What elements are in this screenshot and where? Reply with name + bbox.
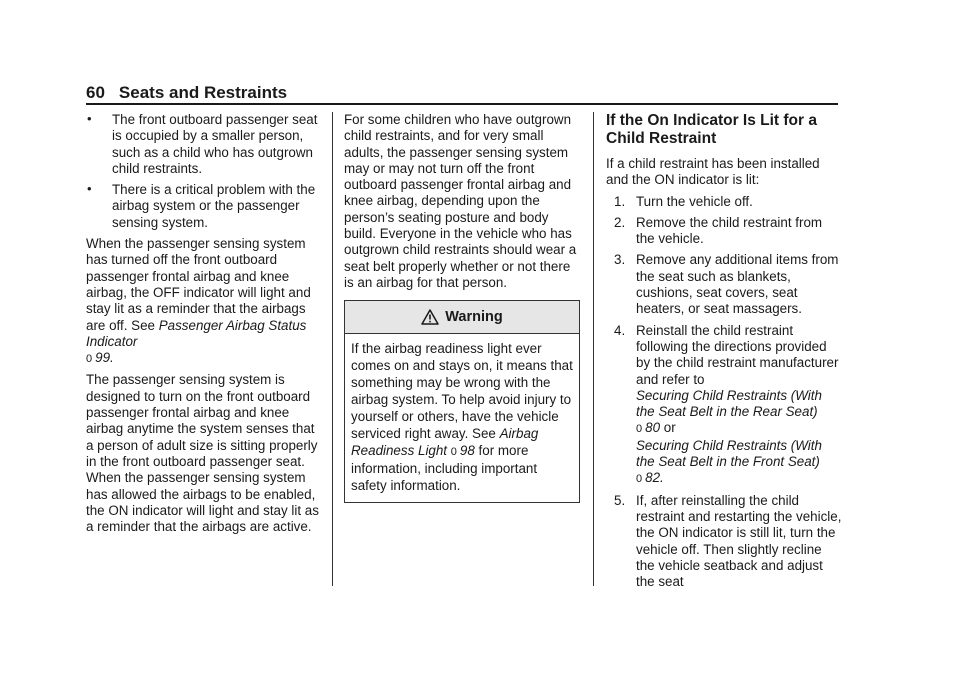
page-arrow-icon: 0 [636, 473, 643, 486]
intro-paragraph: If a child restraint has been installed and the ON indicator is lit: [606, 156, 820, 188]
page-header [86, 83, 287, 103]
list-item [606, 323, 842, 488]
header-rule [86, 103, 838, 105]
column-2 [344, 112, 580, 503]
cross-reference-link[interactable]: Airbag Readiness Light [351, 425, 539, 458]
bullet-text: The front outboard passenger seat is occupied by a smaller person, such as a child who has outgrown child restraints. [112, 112, 318, 176]
page-reference[interactable]: 98 [459, 442, 475, 458]
or-text: or [663, 420, 676, 436]
step-text: If, after reinstalling the child restraint and restarting the vehicle, the ON indicator is still lit, turn the vehicle off. Then slightly recline the vehicle seatback and adjust the seat [636, 492, 842, 590]
page-arrow-icon: 0 [636, 423, 643, 436]
page-reference[interactable]: 82. [645, 470, 664, 486]
paragraph-text: When the passenger sensing system has turned off the front outboard passenger frontal airbag and knee airbag, the OFF indicator will light and stay lit as a reminder that the airbags are off. See [86, 236, 311, 333]
warning-text-tail: for more information, including important safety information. [351, 442, 538, 493]
warning-box [344, 300, 580, 503]
step-number: 2. [614, 214, 626, 230]
page-arrow-icon: 0 [86, 353, 93, 366]
page-arrow-icon: 0 [450, 445, 457, 458]
cross-reference-link[interactable]: Securing Child Restraints (With the Seat Belt in the Rear Seat) [636, 387, 822, 420]
paragraph [86, 236, 320, 367]
step-text: Remove any additional items from the seat such as blankets, cushions, seat covers, seat heaters, or seat massagers. [636, 252, 839, 317]
bullet-item [86, 182, 320, 231]
list-item [606, 493, 842, 591]
section-title: If the On Indicator Is Lit for a Child Restraint [606, 112, 817, 147]
bullet-symbol: • [87, 181, 92, 197]
paragraph: For some children who have outgrown child restraints, and for very small adults, the passenger sensing system may or may not turn off the front outboard passenger frontal airbag and knee airbag, depending upon the person’s seating posture and body build. Everyone in the vehicle who has outgrown child restraints should wear a seat belt properly whether or not there is an airbag for that person. [344, 112, 577, 290]
step-number: 1. [614, 193, 626, 209]
page-number: 60 [86, 83, 105, 102]
step-text: Reinstall the child restraint following the directions provided by the child restraint manufacturer and refer to [636, 322, 839, 387]
section-heading: Seats and Restraints [118, 83, 288, 102]
warning-text: If the airbag readiness light ever comes on and stays on, it means that something may be wrong with the airbag system. To help avoid injury to yourself or others, have the vehicle serviced right away. See [351, 341, 573, 441]
list-item [606, 252, 842, 317]
step-number: 5. [614, 492, 626, 508]
column-3 [606, 112, 842, 595]
warning-triangle-icon [421, 309, 439, 325]
step-text: Turn the vehicle off. [636, 193, 753, 209]
page-reference[interactable]: 99. [95, 350, 114, 366]
step-text: Remove the child restraint from the vehicle. [636, 214, 823, 247]
paragraph: The passenger sensing system is designed to turn on the front outboard passenger frontal airbag and knee airbag anytime the system senses that a person of adult size is sitting properly in the front outboard passenger seat. When the passenger sensing system has allowed the airbags to be enabled, the ON indicator will light and stay lit as a reminder that the airbags are active. [86, 372, 319, 535]
cross-reference-link[interactable]: Passenger Airbag Status Indicator [86, 317, 307, 349]
bullet-item [86, 112, 320, 177]
column-divider-1 [332, 112, 333, 586]
warning-body [345, 334, 579, 502]
column-divider-2 [593, 112, 594, 586]
bullet-symbol: • [87, 111, 92, 126]
page-reference[interactable]: 80 [645, 420, 661, 436]
column-1 [86, 112, 320, 540]
steps-list [606, 194, 842, 591]
warning-header [345, 301, 579, 334]
cross-reference-link[interactable]: Securing Child Restraints (With the Seat Belt in the Front Seat) [636, 437, 822, 470]
step-number: 4. [614, 322, 626, 338]
list-item [606, 194, 842, 210]
bullet-text: There is a critical problem with the airbag system or the passenger sensing system. [112, 182, 316, 230]
list-item [606, 215, 842, 248]
step-number: 3. [614, 252, 626, 268]
warning-title: Warning [445, 309, 503, 326]
